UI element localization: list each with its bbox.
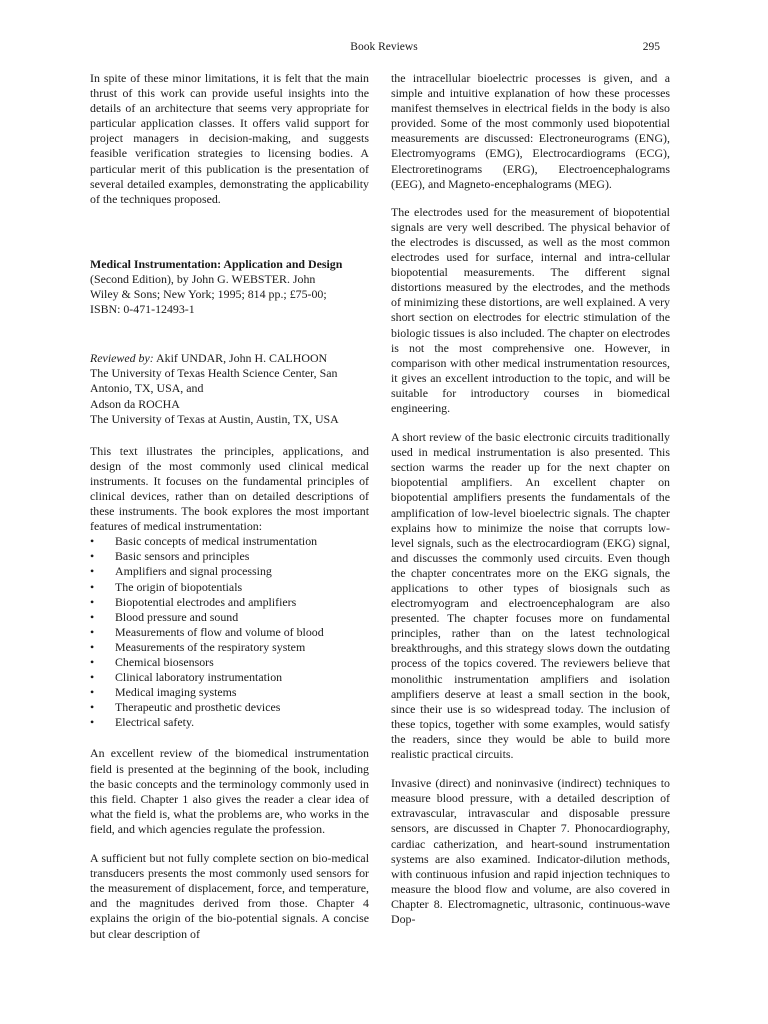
bullet-icon: • <box>90 609 95 624</box>
page-number: 295 <box>642 41 660 53</box>
list-item <box>90 534 369 549</box>
bullet-icon: • <box>90 670 95 685</box>
electrodes-paragraph: The electrodes used for the measurement of biopotential signals are very well described. The physical behavior of the electrodes is discussed, as well as the most common electrodes used for surface, internal and intra-cellular biopotential measurements. The different signal distortions measured by the electrodes, and the methods of minimizing these distortions, are well explained. A very short section on electrodes for electric stimulation of the biologic tissues is also included. The chapter on electrodes is not the most comprehensive one. However, in comparison with other medical instrumentation resources, it gives an excellent introduction to the topic, and will be suitable for introductory courses in biomedical engineering. <box>391 204 670 415</box>
bullet-icon: • <box>90 564 95 579</box>
bullet-icon: • <box>90 715 95 730</box>
running-header <box>0 41 768 57</box>
list-item <box>90 625 369 640</box>
topics-list <box>90 534 369 730</box>
reviewers-block <box>90 351 369 426</box>
running-head-title: Book Reviews <box>350 41 418 53</box>
list-item <box>90 640 369 655</box>
bullet-icon: • <box>90 639 95 654</box>
book-title: Medical Instrumentation: Application and Design <box>90 256 343 271</box>
list-item-text: The origin of biopotentials <box>115 579 243 594</box>
book-isbn: ISBN: 0-471-12493-1 <box>90 302 195 317</box>
reviewer-names: Akif UNDAR, John H. CALHOON <box>156 351 328 366</box>
bullet-icon: • <box>90 700 95 715</box>
intro-paragraph: In spite of these minor limitations, it is felt that the main thrust of this work can provide useful insights into the details of an architecture that seems very appropriate for particular application classes. It offers valid support for project managers in decision-making, and suggests feasible verification strategies to licensing bodies. A particular merit of this publication is the presentation of several detailed examples, demonstrating the applicability of the techniques proposed. <box>90 71 369 206</box>
list-item-text: Therapeutic and prosthetic devices <box>115 700 281 715</box>
list-item <box>90 655 369 670</box>
list-item-text: Biopotential electrodes and amplifiers <box>115 594 297 609</box>
list-item <box>90 595 369 610</box>
bullet-icon: • <box>90 624 95 639</box>
list-item-text: Electrical safety. <box>115 715 195 730</box>
reviewed-by-label: Reviewed by: <box>90 351 154 366</box>
list-item-text: Clinical laboratory instrumentation <box>115 670 283 685</box>
right-column <box>391 71 670 927</box>
list-item <box>90 700 369 715</box>
bullet-icon: • <box>90 579 95 594</box>
list-item <box>90 715 369 730</box>
list-item-text: Measurements of flow and volume of blood <box>115 624 324 639</box>
left-column <box>90 71 369 942</box>
list-item-text: Amplifiers and signal processing <box>115 564 272 579</box>
bullet-icon: • <box>90 534 95 549</box>
review-paragraph: An excellent review of the biomedical instrumentation field is presented at the beginning of the book, including the basic concepts and the terminology commonly used in this field. Chapter 1 also gives the reader a clear idea of what the field is, what the problems are, who works in the field, and which agencies regulate the profession. <box>90 746 369 836</box>
list-item-text: Basic sensors and principles <box>115 549 250 564</box>
book-citation <box>90 257 369 317</box>
list-item-text: Basic concepts of medical instrumentation <box>115 534 318 549</box>
list-item-text: Measurements of the respiratory system <box>115 639 306 654</box>
bullet-icon: • <box>90 549 95 564</box>
bullet-icon: • <box>90 594 95 609</box>
list-item-text: Blood pressure and sound <box>115 609 239 624</box>
reviewer-affiliation-2: The University of Texas at Austin, Austin, TX, USA <box>90 411 339 426</box>
transducers-paragraph: A sufficient but not fully complete section on bio-medical transducers presents the most commonly used sensors for the measurement of displacement, force, and temperature, and the magnitudes derived from those. Chapter 4 explains the origin of the bio-potential signals. A concise but clear description of <box>90 851 369 941</box>
list-item-text: Chemical biosensors <box>115 655 214 669</box>
biopotential-paragraph: the intracellular bioelectric processes is given, and a simple and intuitive explanation of how these processes manifest themselves in electrical fields in the body is also provided. Some of the most commonly used biopotential measurements are discussed: Electroneurograms (ENG), Electromyograms (EMG), Electrocardiograms (ECG), Electroretinograms (ERG), Electroencephalograms (EEG), and Magneto-encephalograms (MEG). <box>391 71 670 191</box>
list-item <box>90 564 369 579</box>
list-item <box>90 610 369 625</box>
book-publisher: Wiley & Sons; New York; 1995; 814 pp.; £75-00; <box>90 287 327 302</box>
list-item <box>90 549 369 564</box>
list-item <box>90 685 369 700</box>
bullet-icon: • <box>90 655 95 669</box>
overview-paragraph: This text illustrates the principles, applications, and design of the most commonly used clinical medical instruments. It focuses on the fundamental principles of clinical devices, rather than on detailed descriptions of these instruments. The book explores the most important features of medical instrumentation: <box>90 443 369 534</box>
list-item <box>90 580 369 595</box>
pressure-paragraph: Invasive (direct) and noninvasive (indirect) techniques to measure blood pressure, with a detailed description of extravascular, intravascular and disposable pressure sensors, are discussed in Chapter 7. Phonocardiography, cardiac catherization, and heart-sound instrumentation systems are also examined. Indicator-dilution methods, with continuous infusion and rapid injection techniques to measure the blood flow and volume, are also covered in Chapter 8. Electromagnetic, ultrasonic, continuous-wave Dop- <box>391 776 670 926</box>
reviewer-affiliation-cont: Antonio, TX, USA, and <box>90 381 204 396</box>
reviewer-affiliation: The University of Texas Health Science Center, San <box>90 366 338 381</box>
reviewer-name-2: Adson da ROCHA <box>90 396 180 411</box>
circuits-paragraph: A short review of the basic electronic circuits traditionally used in medical instrumentation is also presented. This section warms the reader up for the next chapter on biopotential amplifiers. An excellent chapter on biopotential amplifiers presents the fundamentals of the amplification of low-level bioelectric signals. The chapter explains how to minimize the noise that corrupts low-level signals, such as the electrocardiogram (EKG) signal, and discusses the commonly used circuits. Even though the chapter concentrates more on the EKG signals, the applications to other types of biosignals such as electromyogram and electroencephalogram are also presented. The chapter focuses more on fundamental principles, rather than on the latest technological breakthroughs, and this strategy slows down the outdating process of the topics covered. The reviewers believe that monolithic instrumentation amplifiers and isolation amplifiers deserve at least a small section in the book, since their use is so widespread today. The inclusion of these topics, together with some examples, would satisfy the readers, since they would be able to build more realistic practical circuits. <box>391 430 670 762</box>
bullet-icon: • <box>90 685 95 700</box>
list-item <box>90 670 369 685</box>
list-item-text: Medical imaging systems <box>115 685 237 700</box>
book-edition-author: (Second Edition), by John G. WEBSTER. John <box>90 271 316 286</box>
